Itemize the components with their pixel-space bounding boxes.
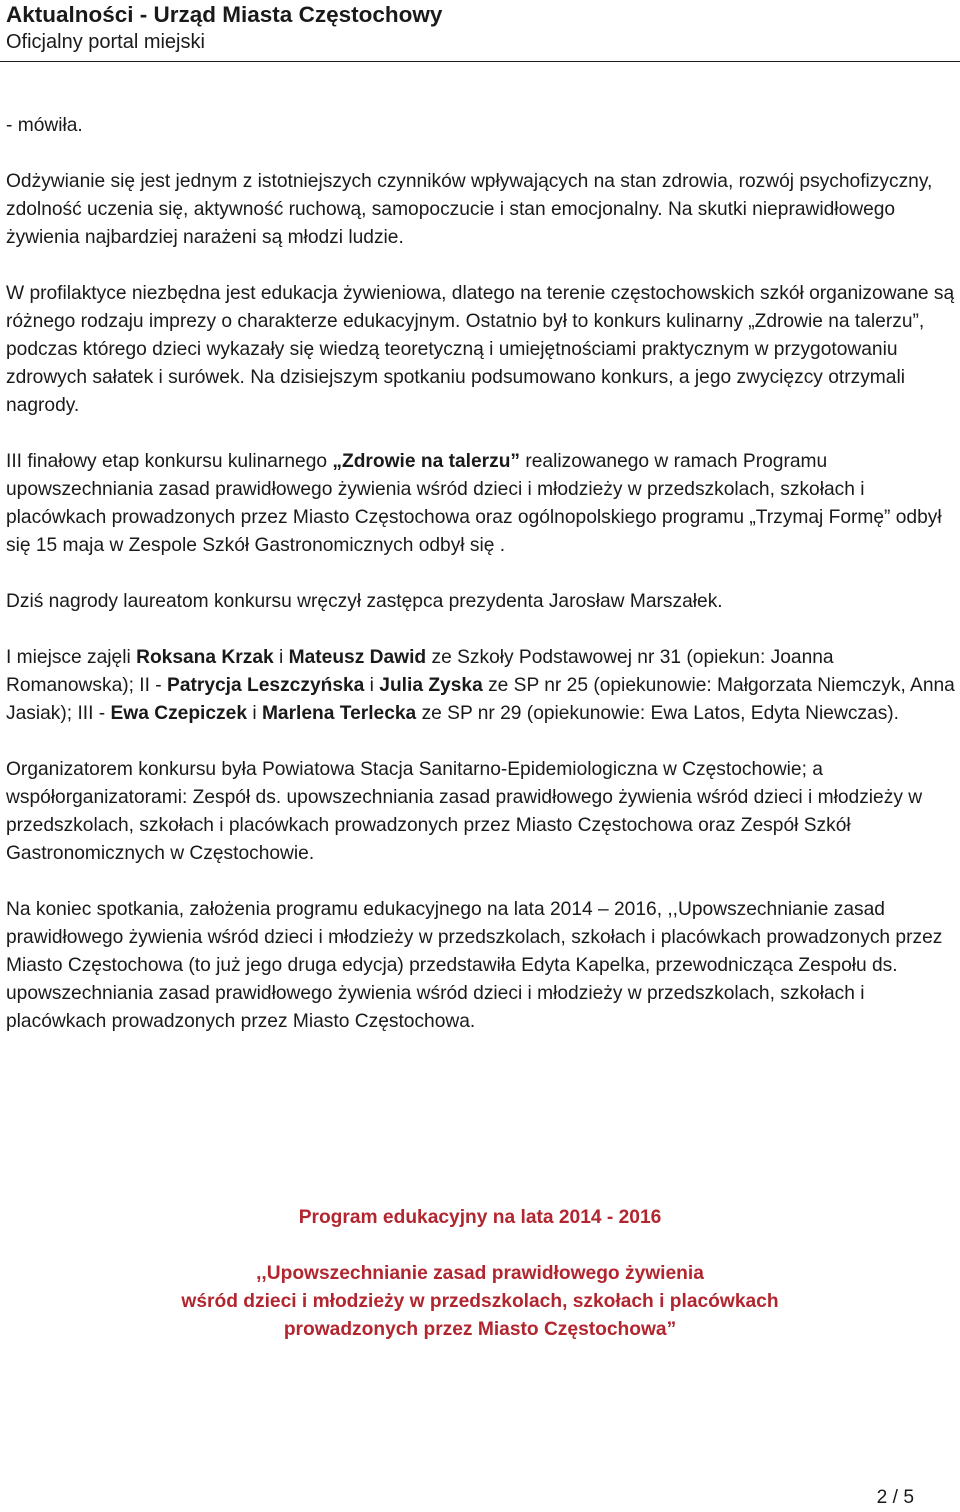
winner-name: Mateusz Dawid bbox=[288, 647, 427, 668]
article-body bbox=[6, 112, 956, 1064]
site-title: Aktualności - Urząd Miasta Częstochowy bbox=[6, 2, 443, 27]
program-name-line: ,,Upowszechnianie zasad prawidłowego żywienia bbox=[256, 1263, 704, 1284]
paragraph-quote-end: - mówiła. bbox=[6, 115, 83, 136]
winner-name: Marlena Terlecka bbox=[261, 703, 417, 724]
program-title: Program edukacyjny na lata 2014 - 2016 bbox=[298, 1207, 662, 1228]
paragraph-organizers: Organizatorem konkursu była Powiatowa Stacja Sanitarno-Epidemiologiczna w Częstochowie; a współorganizatorami: Zespół ds. upowszechniania zasad prawidłowego żywienia wśród dzieci i młodzieży w przedszkolach, szkołach i placówkach prowadzonych przez Miasto Częstochowa oraz Zespół Szkół Gastronomicznych w Częstochowie. bbox=[6, 759, 923, 864]
site-subtitle: Oficjalny portal miejski bbox=[6, 31, 205, 53]
paragraph-nutrition: Odżywianie się jest jednym z istotniejszych czynników wpływających na stan zdrowia, rozwój psychofizyczny, zdolność uczenia się, aktywność ruchową, samopoczucie i stan emocjonalny. Na skutki nieprawidłowego żywienia najbardziej narażeni są młodzi ludzie. bbox=[6, 171, 933, 248]
paragraph-program-presentation: Na koniec spotkania, założenia programu edukacyjnego na lata 2014 – 2016, ,,Upowszechnianie zasad prawidłowego żywienia wśród dzieci i młodzieży w przedszkolach, szkołach i placówkach prowadzonych przez Miasto Częstochowa (to już jego druga edycja) przedstawiła Edyta Kapelka, przewodnicząca Zespołu ds. upowszechniania zasad prawidłowego żywienia wśród dzieci i młodzieży w przedszkolach, szkołach i placówkach prowadzonych przez Miasto Częstochowa. bbox=[6, 899, 943, 1032]
spacer bbox=[0, 1232, 960, 1260]
paragraph-final-stage: III finałowy etap konkursu kulinarnego „Zdrowie na talerzu” realizowanego w ramach Programu upowszechniania zasad prawidłowego żywienia wśród dzieci i młodzieży w przedszkolach, szkołach i placówkach prowadzonych przez Miasto Częstochowa oraz ogólnopolskiego programu „Trzymaj Formę” odbył się 15 maja w Zespole Szkół Gastronomicznych odbył się . bbox=[6, 451, 942, 556]
paragraph-education: W profilaktyce niezbędna jest edukacja żywieniowa, dlatego na terenie częstochowskich szkół organizowane są różnego rodzaju imprezy o charakterze edukacyjnym. Ostatnio był to konkurs kulinarny „Zdrowie na talerzu”, podczas którego dzieci wykazały się wiedzą teoretyczną i umiejętnościami praktycznym w przygotowaniu zdrowych sałatek i surówek. Na dzisiejszym spotkaniu podsumowano konkurs, a jego zwycięzcy otrzymali nagrody. bbox=[6, 283, 955, 416]
program-name-line: wśród dzieci i młodzieży w przedszkolach, szkołach i placówkach bbox=[181, 1291, 779, 1312]
winner-name: Patrycja Leszczyńska bbox=[167, 675, 365, 696]
header-divider bbox=[0, 61, 960, 62]
page-number: 2 / 5 bbox=[876, 1487, 914, 1508]
winner-name: Roksana Krzak bbox=[136, 647, 274, 668]
page-header bbox=[6, 0, 958, 56]
winner-name: Ewa Czepiczek bbox=[110, 703, 247, 724]
contest-name: „Zdrowie na talerzu” bbox=[332, 451, 521, 472]
program-heading-block bbox=[0, 1204, 960, 1344]
paragraph-awards: Dziś nagrody laureatom konkursu wręczył zastępca prezydenta Jarosław Marszałek. bbox=[6, 591, 723, 612]
paragraph-winners: I miejsce zajęli Roksana Krzak i Mateusz Dawid ze Szkoły Podstawowej nr 31 (opiekun: Joanna Romanowska); II - Patrycja Leszczyńska i Julia Zyska ze SP nr 25 (opiekunowie: Małgorzata Niemczyk, Anna Jasiak); III - Ewa Czepiczek i Marlena Terlecka ze SP nr 29 (opiekunowie: Ewa Latos, Edyta Niewczas). bbox=[6, 647, 955, 724]
winner-name: Julia Zyska bbox=[379, 675, 483, 696]
program-name-line: prowadzonych przez Miasto Częstochowa” bbox=[283, 1319, 677, 1340]
